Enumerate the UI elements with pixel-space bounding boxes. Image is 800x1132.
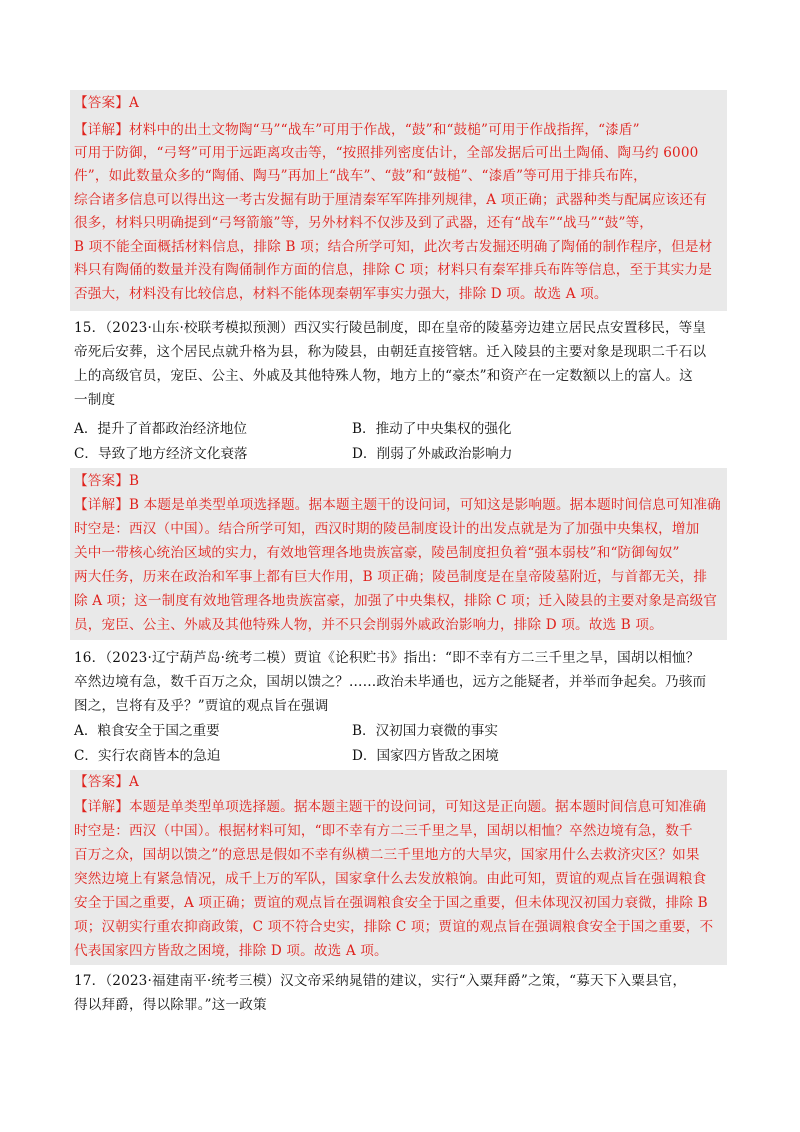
detail-q16-line: 项；汉朝实行重农抑商政策，C 项不符合史实，排除 C 项；贾谊的观点旨在强调粮食安全于国之重要，不	[74, 919, 714, 935]
option-c-q15[interactable]: C．导致了地方经济文化衰落	[74, 446, 248, 462]
detail-q16-line: 【详解】本题是单类型单项选择题。据本题主题干的设问词，可知这是正向题。据本题时间信息可知准确	[74, 799, 707, 815]
detail-q16-line: 百万之众，国胡以馈之”的意思是假如不幸有纵横二三千里地方的大旱灾，国家用什么去救济灾区？如果	[74, 847, 700, 863]
detail-q14-line: 件”，如此数量众多的“陶俑、陶马”再加上“战车”、“鼓”和“鼓槌”、“漆盾”等可用于排兵布阵，	[74, 168, 647, 184]
question-17-stem: 17．（2023·福建南平·统考三模）汉文帝采纳晁错的建议，实行“入粟拜爵”之策，“募天下入粟县官，	[74, 973, 687, 989]
option-d-q15[interactable]: D．削弱了外戚政治影响力	[352, 446, 513, 462]
option-d-q16[interactable]: D．国家四方皆敌之困境	[352, 748, 499, 764]
detail-q15-line: 时空是：西汉（中国）。结合所学可知，西汉时期的陵邑制度设计的出发点就是为了加强中央集权，增加	[74, 521, 700, 537]
detail-q14-line: 【详解】材料中的出土文物陶“马”“战车”可用于作战，“鼓”和“鼓槌”可用于作战指挥，“漆盾”	[74, 122, 640, 138]
option-b-q15[interactable]: B．推动了中央集权的强化	[352, 421, 512, 437]
detail-q16-line: 突然边境上有紧急情况，成千上万的军队，国家拿什么去发放粮饷。由此可知，贾谊的观点旨在强调粮食	[74, 871, 707, 887]
detail-q14-line: 综合诸多信息可以得出这一考古发掘有助于厘清秦军军阵排列规律，A 项正确；武器种类与配属应该还有	[74, 192, 707, 208]
detail-q15-line: 关中一带核心统治区域的实力，有效地管理各地贵族富豪，陵邑制度担负着“强本弱枝”和“防御匈奴”	[74, 545, 680, 561]
question-15-stem: 15．（2023·山东·校联考模拟预测）西汉实行陵邑制度，即在皇帝的陵墓旁边建立居民点安置移民，等皇	[74, 320, 707, 336]
detail-q16-line: 安全于国之重要，A 项正确；贾谊的观点旨在强调粮食安全于国之重要，但未体现汉初国力衰微，排除 B	[74, 895, 708, 911]
detail-q14-line: 很多，材料只明确提到“弓弩箭箙”等，另外材料不仅涉及到了武器，还有“战车”“战马”“鼓”等，	[74, 215, 654, 231]
detail-q15-line: 除 A 项；这一制度有效地管理各地贵族富豪，加强了中央集权，排除 C 项；迁入陵县的主要对象是高级官	[74, 593, 718, 609]
detail-q14-line: 可用于防御，“弓弩”可用于远距离攻击等，“按照排列密度估计，全部发据后可出土陶俑、陶马约 6000	[74, 145, 699, 161]
option-a-q15[interactable]: A．提升了首都政治经济地位	[74, 421, 247, 437]
option-c-q16[interactable]: C．实行农商皆本的急迫	[74, 748, 221, 764]
detail-q16-line: 代表国家四方皆敌之困境，排除 D 项。故选 A 项。	[74, 943, 388, 959]
detail-q14-line: 否强大，材料没有比较信息，材料不能体现秦朝军事实力强大，排除 D 项。故选 A 项。	[74, 286, 608, 302]
detail-q15-line: 员，宠臣、公主、外戚及其他特殊人物，并不只会削弱外戚政治影响力，排除 D 项。故选 B 项。	[74, 617, 663, 633]
question-15-stem: 一制度	[74, 392, 116, 408]
question-16-stem: 16．（2023·辽宁葫芦岛·统考二模）贾谊《论积贮书》指出：“即不幸有方二三千里之旱，国胡以相恤？	[74, 650, 700, 666]
detail-q14-line: B 项不能全面概括材料信息，排除 B 项；结合所学可知，此次考古发掘还明确了陶俑的制作程序，但是材	[74, 239, 713, 255]
question-16-stem: 图之，岂将有及乎？”贾谊的观点旨在强调	[74, 698, 329, 714]
detail-q15-line: 两大任务，历来在政治和军事上都有巨大作用，B 项正确；陵邑制度是在皇帝陵墓附近，与首都无关，排	[74, 569, 708, 585]
question-15-stem: 帝死后安葬，这个居民点就升格为县，称为陵县，由朝廷直接管辖。迁入陵县的主要对象是现职二千石以	[74, 344, 707, 360]
question-17-stem: 得以拜爵，得以除罪。”这一政策	[74, 997, 267, 1013]
detail-q15-line: 【详解】B 本题是单类型单项选择题。据本题主题干的设问词，可知这是影响题。据本题时间信息可知准确	[74, 497, 721, 513]
detail-q16-line: 时空是：西汉（中国）。根据材料可知，“即不幸有方二三千里之旱，国胡以相恤？卒然边境有急，数千	[74, 823, 693, 839]
answer-q15: 【答案】B	[74, 473, 140, 489]
question-15-stem: 上的高级官员，宠臣、公主、外戚及其他特殊人物，地方上的“豪杰”和资产在一定数额以上的富人。这	[74, 368, 693, 384]
answer-q14: 【答案】A	[74, 95, 139, 111]
detail-q14-line: 料只有陶俑的数量并没有陶俑制作方面的信息，排除 C 项；材料只有秦军排兵布阵等信息，至于其实力是	[74, 262, 712, 278]
option-b-q16[interactable]: B．汉初国力衰微的事实	[352, 723, 498, 739]
question-16-stem: 卒然边境有急，数千百万之众，国胡以馈之？……政治未毕通也，远方之能疑者，并举而争起矣。乃骇而	[74, 674, 707, 690]
answer-q16: 【答案】A	[74, 774, 139, 790]
option-a-q16[interactable]: A．粮食安全于国之重要	[74, 723, 220, 739]
